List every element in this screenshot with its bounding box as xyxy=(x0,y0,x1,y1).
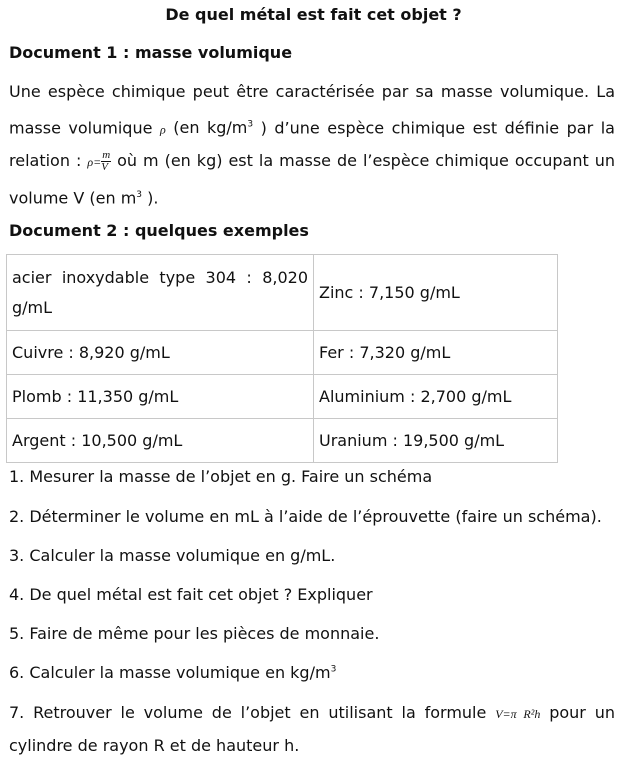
denominator: V xyxy=(101,161,108,174)
table-cell: Argent : 10,500 g/mL xyxy=(7,419,314,463)
text: où m (en kg) est la masse de l’espèce chimique occupant un xyxy=(117,151,615,171)
table-row xyxy=(7,375,558,419)
doc1-line2 xyxy=(9,109,615,146)
question-7-line1 xyxy=(9,697,615,730)
rho-symbol: ρ xyxy=(159,121,166,136)
question-2: 2. Déterminer le volume en mL à l’aide de l’éprouvette (faire un schéma). xyxy=(9,507,602,526)
doc1-line1: Une espèce chimique peut être caractérisée par sa masse volumique. La xyxy=(9,82,615,101)
exponent: 3 xyxy=(330,664,337,675)
table-cell: Plomb : 11,350 g/mL xyxy=(7,375,314,419)
table-cell: Uranium : 19,500 g/mL xyxy=(314,419,558,463)
text: ) d’une espèce chimique est définie par la xyxy=(260,117,615,137)
table-cell: Zinc : 7,150 g/mL xyxy=(314,255,558,331)
question-7 xyxy=(9,697,615,762)
table-cell: Cuivre : 8,920 g/mL xyxy=(7,331,314,375)
text: 7. Retrouver le volume de l’objet en utilisant la formule xyxy=(9,703,487,722)
text: relation : xyxy=(9,151,82,171)
question-1: 1. Mesurer la masse de l’objet en g. Faire un schéma xyxy=(9,467,433,486)
page-title: De quel métal est fait cet objet ? xyxy=(165,5,462,24)
doc1-line3 xyxy=(9,145,615,179)
table-row xyxy=(7,419,558,463)
table-row xyxy=(7,255,558,331)
doc2-heading: Document 2 : quelques exemples xyxy=(9,221,309,240)
formula-lhs: ρ= xyxy=(87,155,102,170)
text: volume V (en m xyxy=(9,188,137,208)
table-row xyxy=(7,331,558,375)
exponent: 3 xyxy=(247,119,254,130)
table-cell: acier inoxydable type 304 : 8,020 g/mL xyxy=(7,255,314,331)
cylinder-volume-formula: V=π R²h xyxy=(495,707,541,721)
density-formula xyxy=(87,149,111,174)
text: (en kg/m xyxy=(173,117,248,137)
metals-table xyxy=(6,254,558,463)
text: 6. Calculer la masse volumique en kg/m xyxy=(9,663,331,682)
question-6 xyxy=(9,663,336,682)
text: masse volumique xyxy=(9,117,153,137)
question-4: 4. De quel métal est fait cet objet ? Expliquer xyxy=(9,585,373,604)
question-3: 3. Calculer la masse volumique en g/mL. xyxy=(9,546,336,565)
numerator: m xyxy=(102,149,111,162)
unit xyxy=(173,118,253,137)
doc1-line4 xyxy=(9,179,615,215)
text: pour un xyxy=(549,703,616,722)
question-5: 5. Faire de même pour les pièces de monnaie. xyxy=(9,624,380,643)
fraction xyxy=(101,150,111,173)
doc1-paragraph xyxy=(9,76,615,215)
text: ). xyxy=(147,188,159,208)
question-7-line2: cylindre de rayon R et de hauteur h. xyxy=(9,736,300,755)
doc1-heading: Document 1 : masse volumique xyxy=(9,43,293,62)
table-cell: Fer : 7,320 g/mL xyxy=(314,331,558,375)
exponent: 3 xyxy=(136,189,143,200)
table-cell: Aluminium : 2,700 g/mL xyxy=(314,375,558,419)
